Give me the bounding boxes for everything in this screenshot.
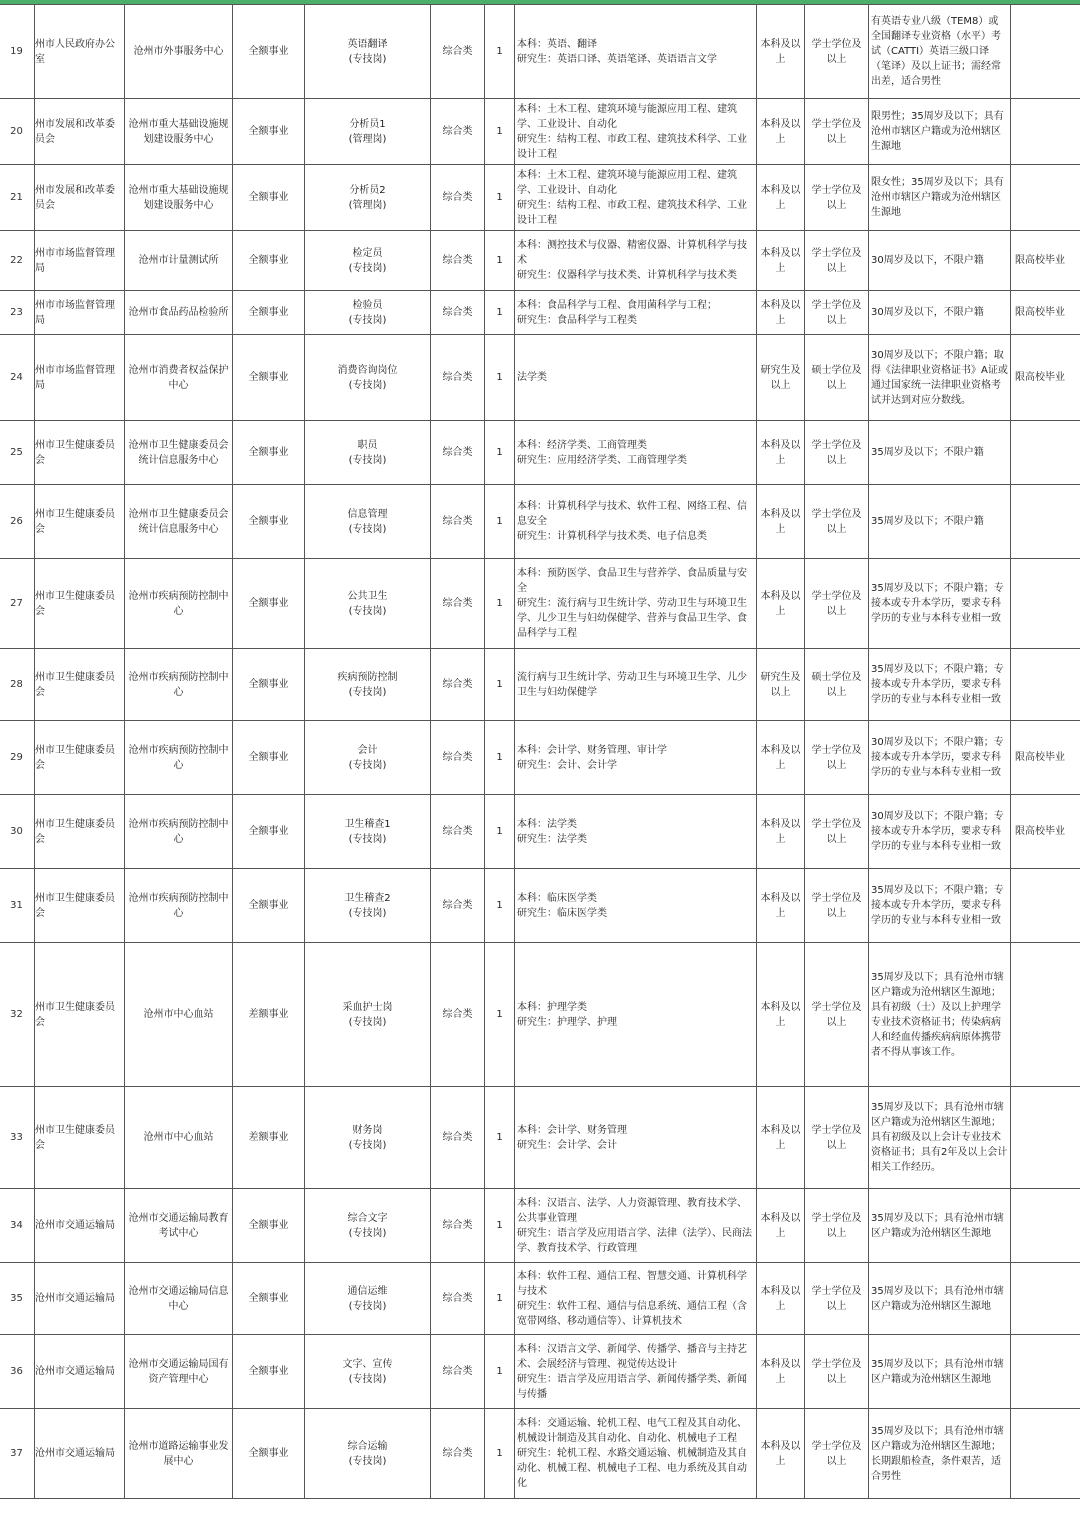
table-row: [0, 869, 1080, 943]
degree-cell: 学士学位及以上: [805, 5, 869, 99]
table-row: [0, 1263, 1080, 1335]
degree-cell: 硕士学位及以上: [805, 335, 869, 421]
position-cell: 检定员 (专技岗): [305, 231, 431, 291]
major-cell: 本科：交通运输、轮机工程、电气工程及其自动化、机械设计制造及其自动化、自动化、机械电子工程 研究生：轮机工程、水路交通运输、机械制造及其自动化、机械工程、机械电子工程、电力系统及其自动化: [515, 1409, 757, 1499]
major-cell: 本科：食品科学与工程、食用菌科学与工程； 研究生：食品科学与工程类: [515, 291, 757, 335]
recruitment-table: [0, 4, 1080, 1499]
major-cell: 本科：护理学类 研究生：护理学、护理: [515, 943, 757, 1087]
remark-cell: [1011, 1087, 1080, 1189]
recruit-count-cell: 1: [485, 291, 515, 335]
education-cell: 本科及以上: [757, 1335, 805, 1409]
funding-type-cell: 全额事业: [233, 1189, 305, 1263]
position-cell: 公共卫生 (专技岗): [305, 559, 431, 649]
requirements-cell: 30周岁及以下；不限户籍；专接本或专升本学历，要求专科学历的专业与本科专业相一致: [869, 795, 1011, 869]
exam-category-cell: 综合类: [431, 165, 485, 231]
major-cell: 本科：经济学类、工商管理类 研究生：应用经济学类、工商管理学类: [515, 421, 757, 485]
degree-cell: 学士学位及以上: [805, 869, 869, 943]
requirements-cell: 35周岁及以下；不限户籍；专接本或专升本学历，要求专科学历的专业与本科专业相一致: [869, 869, 1011, 943]
row-number: 34: [0, 1189, 35, 1263]
major-cell: 本科：会计学、财务管理、审计学 研究生：会计、会计学: [515, 721, 757, 795]
major-cell: 本科：英语、翻译 研究生：英语口译、英语笔译、英语语言文学: [515, 5, 757, 99]
unit-cell: 沧州市疾病预防控制中心: [125, 649, 233, 721]
department-cell: 沧州市交通运输局: [35, 1189, 125, 1263]
exam-category-cell: 综合类: [431, 99, 485, 165]
exam-category-cell: 综合类: [431, 485, 485, 559]
funding-type-cell: 全额事业: [233, 559, 305, 649]
remark-cell: [1011, 5, 1080, 99]
degree-cell: 学士学位及以上: [805, 795, 869, 869]
remark-cell: [1011, 649, 1080, 721]
requirements-cell: 35周岁及以下；具有沧州市辖区户籍或为沧州辖区生源地: [869, 1189, 1011, 1263]
table-row: [0, 795, 1080, 869]
funding-type-cell: 全额事业: [233, 99, 305, 165]
requirements-cell: 35周岁及以下；具有沧州市辖区户籍或为沧州辖区生源地: [869, 1335, 1011, 1409]
recruit-count-cell: 1: [485, 649, 515, 721]
requirements-cell: 30周岁及以下，不限户籍: [869, 291, 1011, 335]
position-cell: 会计 (专技岗): [305, 721, 431, 795]
table-row: [0, 559, 1080, 649]
degree-cell: 学士学位及以上: [805, 559, 869, 649]
major-cell: 法学类: [515, 335, 757, 421]
education-cell: 本科及以上: [757, 795, 805, 869]
remark-cell: [1011, 421, 1080, 485]
row-number: 20: [0, 99, 35, 165]
exam-category-cell: 综合类: [431, 291, 485, 335]
funding-type-cell: 全额事业: [233, 231, 305, 291]
row-number: 26: [0, 485, 35, 559]
position-cell: 综合运输 (专技岗): [305, 1409, 431, 1499]
recruit-count-cell: 1: [485, 231, 515, 291]
department-cell: 州市卫生健康委员会: [35, 1087, 125, 1189]
unit-cell: 沧州市交通运输局信息中心: [125, 1263, 233, 1335]
row-number: 30: [0, 795, 35, 869]
education-cell: 本科及以上: [757, 869, 805, 943]
education-cell: 本科及以上: [757, 1409, 805, 1499]
major-cell: 本科：汉语言、法学、人力资源管理、教育技术学、公共事业管理 研究生：语言学及应用语言学、法律（法学）、民商法学、教育技术学、行政管理: [515, 1189, 757, 1263]
row-number: 24: [0, 335, 35, 421]
table-row: [0, 231, 1080, 291]
unit-cell: 沧州市重大基础设施规划建设服务中心: [125, 165, 233, 231]
position-cell: 信息管理 (专技岗): [305, 485, 431, 559]
unit-cell: 沧州市消费者权益保护中心: [125, 335, 233, 421]
row-number: 28: [0, 649, 35, 721]
exam-category-cell: 综合类: [431, 943, 485, 1087]
exam-category-cell: 综合类: [431, 1189, 485, 1263]
unit-cell: 沧州市疾病预防控制中心: [125, 869, 233, 943]
table-row: [0, 421, 1080, 485]
table-row: [0, 5, 1080, 99]
major-cell: 本科：会计学、财务管理 研究生：会计学、会计: [515, 1087, 757, 1189]
remark-cell: 限高校毕业: [1011, 231, 1080, 291]
position-cell: 采血护士岗 (专技岗): [305, 943, 431, 1087]
unit-cell: 沧州市中心血站: [125, 943, 233, 1087]
funding-type-cell: 全额事业: [233, 649, 305, 721]
recruit-count-cell: 1: [485, 721, 515, 795]
requirements-cell: 35周岁及以下；不限户籍: [869, 485, 1011, 559]
remark-cell: [1011, 1409, 1080, 1499]
education-cell: 本科及以上: [757, 231, 805, 291]
department-cell: 州市卫生健康委员会: [35, 869, 125, 943]
department-cell: 州市卫生健康委员会: [35, 649, 125, 721]
requirements-cell: 30周岁及以下；不限户籍；取得《法律职业资格证书》A证或通过国家统一法律职业资格考试并达到对应分数线。: [869, 335, 1011, 421]
unit-cell: 沧州市疾病预防控制中心: [125, 795, 233, 869]
row-number: 19: [0, 5, 35, 99]
remark-cell: [1011, 1263, 1080, 1335]
education-cell: 本科及以上: [757, 1189, 805, 1263]
unit-cell: 沧州市卫生健康委员会统计信息服务中心: [125, 485, 233, 559]
funding-type-cell: 全额事业: [233, 1263, 305, 1335]
row-number: 23: [0, 291, 35, 335]
degree-cell: 学士学位及以上: [805, 1409, 869, 1499]
funding-type-cell: 全额事业: [233, 1335, 305, 1409]
position-cell: 消费咨询岗位 (专技岗): [305, 335, 431, 421]
position-cell: 分析员1 (管理岗): [305, 99, 431, 165]
table-row: [0, 721, 1080, 795]
exam-category-cell: 综合类: [431, 335, 485, 421]
degree-cell: 学士学位及以上: [805, 421, 869, 485]
unit-cell: 沧州市计量测试所: [125, 231, 233, 291]
education-cell: 研究生及以上: [757, 335, 805, 421]
recruit-count-cell: 1: [485, 421, 515, 485]
major-cell: 本科：法学类 研究生：法学类: [515, 795, 757, 869]
position-cell: 财务岗 (专技岗): [305, 1087, 431, 1189]
requirements-cell: 35周岁及以下；不限户籍；专接本或专升本学历，要求专科学历的专业与本科专业相一致: [869, 649, 1011, 721]
exam-category-cell: 综合类: [431, 649, 485, 721]
recruit-count-cell: 1: [485, 1189, 515, 1263]
requirements-cell: 35周岁及以下；不限户籍: [869, 421, 1011, 485]
major-cell: 本科：汉语言文学、新闻学、传播学、播音与主持艺术、会展经济与管理、视觉传达设计 研究生：语言学及应用语言学、新闻传播学类、新闻与传播: [515, 1335, 757, 1409]
table-row: [0, 1087, 1080, 1189]
requirements-cell: 35周岁及以下；具有沧州市辖区户籍或为沧州辖区生源地；长期跟船检查，条件艰苦，适合男性: [869, 1409, 1011, 1499]
degree-cell: 学士学位及以上: [805, 943, 869, 1087]
position-cell: 通信运维 (专技岗): [305, 1263, 431, 1335]
major-cell: 本科：软件工程、通信工程、智慧交通、计算机科学与技术 研究生：软件工程、通信与信息系统、通信工程（含宽带网络、移动通信等）、计算机技术: [515, 1263, 757, 1335]
department-cell: 沧州市交通运输局: [35, 1409, 125, 1499]
education-cell: 本科及以上: [757, 165, 805, 231]
table-row: [0, 649, 1080, 721]
education-cell: 研究生及以上: [757, 649, 805, 721]
education-cell: 本科及以上: [757, 5, 805, 99]
position-cell: 疾病预防控制 (专技岗): [305, 649, 431, 721]
position-cell: 英语翻译 (专技岗): [305, 5, 431, 99]
unit-cell: 沧州市交通运输局国有资产管理中心: [125, 1335, 233, 1409]
row-number: 37: [0, 1409, 35, 1499]
department-cell: 州市卫生健康委员会: [35, 721, 125, 795]
funding-type-cell: 差额事业: [233, 1087, 305, 1189]
row-number: 32: [0, 943, 35, 1087]
table-row: [0, 291, 1080, 335]
degree-cell: 学士学位及以上: [805, 1087, 869, 1189]
requirements-cell: 35周岁及以下；具有沧州市辖区户籍或为沧州辖区生源地；具有初级（士）及以上护理学专业技术资格证书；传染病病人和经血传播疾病病原体携带者不得从事该工作。: [869, 943, 1011, 1087]
education-cell: 本科及以上: [757, 421, 805, 485]
row-number: 22: [0, 231, 35, 291]
degree-cell: 硕士学位及以上: [805, 649, 869, 721]
funding-type-cell: 全额事业: [233, 5, 305, 99]
unit-cell: 沧州市食品药品检验所: [125, 291, 233, 335]
recruit-count-cell: 1: [485, 335, 515, 421]
position-cell: 综合文字 (专技岗): [305, 1189, 431, 1263]
department-cell: 州市卫生健康委员会: [35, 943, 125, 1087]
table-row: [0, 335, 1080, 421]
remark-cell: [1011, 99, 1080, 165]
row-number: 31: [0, 869, 35, 943]
exam-category-cell: 综合类: [431, 1335, 485, 1409]
row-number: 27: [0, 559, 35, 649]
remark-cell: 限高校毕业: [1011, 795, 1080, 869]
row-number: 35: [0, 1263, 35, 1335]
requirements-cell: 35周岁及以下；不限户籍；专接本或专升本学历，要求专科学历的专业与本科专业相一致: [869, 559, 1011, 649]
department-cell: 沧州市交通运输局: [35, 1263, 125, 1335]
unit-cell: 沧州市疾病预防控制中心: [125, 559, 233, 649]
row-number: 21: [0, 165, 35, 231]
exam-category-cell: 综合类: [431, 721, 485, 795]
funding-type-cell: 全额事业: [233, 291, 305, 335]
remark-cell: [1011, 869, 1080, 943]
funding-type-cell: 差额事业: [233, 943, 305, 1087]
funding-type-cell: 全额事业: [233, 165, 305, 231]
recruit-count-cell: 1: [485, 485, 515, 559]
funding-type-cell: 全额事业: [233, 1409, 305, 1499]
remark-cell: [1011, 943, 1080, 1087]
unit-cell: 沧州市外事服务中心: [125, 5, 233, 99]
remark-cell: 限高校毕业: [1011, 291, 1080, 335]
funding-type-cell: 全额事业: [233, 721, 305, 795]
recruit-count-cell: 1: [485, 5, 515, 99]
major-cell: 本科：测控技术与仪器、精密仪器、计算机科学与技术 研究生：仪器科学与技术类、计算机科学与技术类: [515, 231, 757, 291]
education-cell: 本科及以上: [757, 99, 805, 165]
recruit-count-cell: 1: [485, 1335, 515, 1409]
remark-cell: [1011, 165, 1080, 231]
recruit-count-cell: 1: [485, 1409, 515, 1499]
education-cell: 本科及以上: [757, 291, 805, 335]
exam-category-cell: 综合类: [431, 1263, 485, 1335]
recruit-count-cell: 1: [485, 869, 515, 943]
department-cell: 州市卫生健康委员会: [35, 485, 125, 559]
table-row: [0, 99, 1080, 165]
department-cell: 州市卫生健康委员会: [35, 421, 125, 485]
row-number: 25: [0, 421, 35, 485]
remark-cell: [1011, 1335, 1080, 1409]
requirements-cell: 35周岁及以下；具有沧州市辖区户籍或为沧州辖区生源地；具有初级及以上会计专业技术资格证书；具有2年及以上会计相关工作经历。: [869, 1087, 1011, 1189]
department-cell: 州市市场监督管理局: [35, 335, 125, 421]
position-cell: 职员 (专技岗): [305, 421, 431, 485]
degree-cell: 学士学位及以上: [805, 721, 869, 795]
exam-category-cell: 综合类: [431, 1087, 485, 1189]
table-row: [0, 485, 1080, 559]
major-cell: 本科：计算机科学与技术、软件工程、网络工程、信息安全 研究生：计算机科学与技术类、电子信息类: [515, 485, 757, 559]
position-cell: 检验员 (专技岗): [305, 291, 431, 335]
recruit-count-cell: 1: [485, 1087, 515, 1189]
position-cell: 卫生稽查2 (专技岗): [305, 869, 431, 943]
department-cell: 州市市场监督管理局: [35, 291, 125, 335]
education-cell: 本科及以上: [757, 1263, 805, 1335]
degree-cell: 学士学位及以上: [805, 1263, 869, 1335]
department-cell: 沧州市交通运输局: [35, 1335, 125, 1409]
requirements-cell: 有英语专业八级（TEM8）或全国翻译专业资格（水平）考试（CATTI）英语三级口译（笔译）及以上证书；需经常出差，适合男性: [869, 5, 1011, 99]
position-cell: 文字、宣传 (专技岗): [305, 1335, 431, 1409]
exam-category-cell: 综合类: [431, 231, 485, 291]
degree-cell: 学士学位及以上: [805, 291, 869, 335]
row-number: 33: [0, 1087, 35, 1189]
department-cell: 州市发展和改革委员会: [35, 99, 125, 165]
unit-cell: 沧州市疾病预防控制中心: [125, 721, 233, 795]
exam-category-cell: 综合类: [431, 421, 485, 485]
exam-category-cell: 综合类: [431, 559, 485, 649]
funding-type-cell: 全额事业: [233, 335, 305, 421]
requirements-cell: 30周岁及以下，不限户籍: [869, 231, 1011, 291]
major-cell: 本科：临床医学类 研究生：临床医学类: [515, 869, 757, 943]
requirements-cell: 限女性；35周岁及以下；具有沧州市辖区户籍或为沧州辖区生源地: [869, 165, 1011, 231]
row-number: 36: [0, 1335, 35, 1409]
funding-type-cell: 全额事业: [233, 869, 305, 943]
position-cell: 分析员2 (管理岗): [305, 165, 431, 231]
education-cell: 本科及以上: [757, 1087, 805, 1189]
table-row: [0, 943, 1080, 1087]
table-row: [0, 165, 1080, 231]
recruit-count-cell: 1: [485, 99, 515, 165]
requirements-cell: 限男性；35周岁及以下；具有沧州市辖区户籍或为沧州辖区生源地: [869, 99, 1011, 165]
unit-cell: 沧州市道路运输事业发展中心: [125, 1409, 233, 1499]
funding-type-cell: 全额事业: [233, 795, 305, 869]
unit-cell: 沧州市交通运输局教育考试中心: [125, 1189, 233, 1263]
department-cell: 州市发展和改革委员会: [35, 165, 125, 231]
major-cell: 本科：预防医学、食品卫生与营养学、食品质量与安全 研究生：流行病与卫生统计学、劳动卫生与环境卫生学、儿少卫生与妇幼保健学、营养与食品卫生学、食品科学与工程: [515, 559, 757, 649]
row-number: 29: [0, 721, 35, 795]
major-cell: 本科：土木工程、建筑环境与能源应用工程、建筑学、工业设计、自动化 研究生：结构工程、市政工程、建筑技术科学、工业设计工程: [515, 99, 757, 165]
degree-cell: 学士学位及以上: [805, 165, 869, 231]
education-cell: 本科及以上: [757, 559, 805, 649]
exam-category-cell: 综合类: [431, 869, 485, 943]
recruit-count-cell: 1: [485, 559, 515, 649]
remark-cell: 限高校毕业: [1011, 335, 1080, 421]
remark-cell: [1011, 1189, 1080, 1263]
major-cell: 流行病与卫生统计学、劳动卫生与环境卫生学、儿少卫生与妇幼保健学: [515, 649, 757, 721]
table-row: [0, 1335, 1080, 1409]
exam-category-cell: 综合类: [431, 1409, 485, 1499]
degree-cell: 学士学位及以上: [805, 99, 869, 165]
degree-cell: 学士学位及以上: [805, 1189, 869, 1263]
degree-cell: 学士学位及以上: [805, 485, 869, 559]
department-cell: 州市卫生健康委员会: [35, 559, 125, 649]
degree-cell: 学士学位及以上: [805, 1335, 869, 1409]
education-cell: 本科及以上: [757, 943, 805, 1087]
department-cell: 州市卫生健康委员会: [35, 795, 125, 869]
recruit-count-cell: 1: [485, 943, 515, 1087]
remark-cell: [1011, 485, 1080, 559]
education-cell: 本科及以上: [757, 485, 805, 559]
unit-cell: 沧州市中心血站: [125, 1087, 233, 1189]
recruit-count-cell: 1: [485, 165, 515, 231]
major-cell: 本科：土木工程、建筑环境与能源应用工程、建筑学、工业设计、自动化 研究生：结构工程、市政工程、建筑技术科学、工业设计工程: [515, 165, 757, 231]
exam-category-cell: 综合类: [431, 795, 485, 869]
position-cell: 卫生稽查1 (专技岗): [305, 795, 431, 869]
funding-type-cell: 全额事业: [233, 421, 305, 485]
recruit-count-cell: 1: [485, 1263, 515, 1335]
funding-type-cell: 全额事业: [233, 485, 305, 559]
table-row: [0, 1409, 1080, 1499]
table-body: [0, 5, 1080, 1499]
remark-cell: [1011, 559, 1080, 649]
remark-cell: 限高校毕业: [1011, 721, 1080, 795]
department-cell: 州市市场监督管理局: [35, 231, 125, 291]
degree-cell: 学士学位及以上: [805, 231, 869, 291]
requirements-cell: 30周岁及以下；不限户籍；专接本或专升本学历，要求专科学历的专业与本科专业相一致: [869, 721, 1011, 795]
department-cell: 州市人民政府办公室: [35, 5, 125, 99]
unit-cell: 沧州市重大基础设施规划建设服务中心: [125, 99, 233, 165]
table-row: [0, 1189, 1080, 1263]
requirements-cell: 35周岁及以下；具有沧州市辖区户籍或为沧州辖区生源地: [869, 1263, 1011, 1335]
recruit-count-cell: 1: [485, 795, 515, 869]
exam-category-cell: 综合类: [431, 5, 485, 99]
education-cell: 本科及以上: [757, 721, 805, 795]
unit-cell: 沧州市卫生健康委员会统计信息服务中心: [125, 421, 233, 485]
